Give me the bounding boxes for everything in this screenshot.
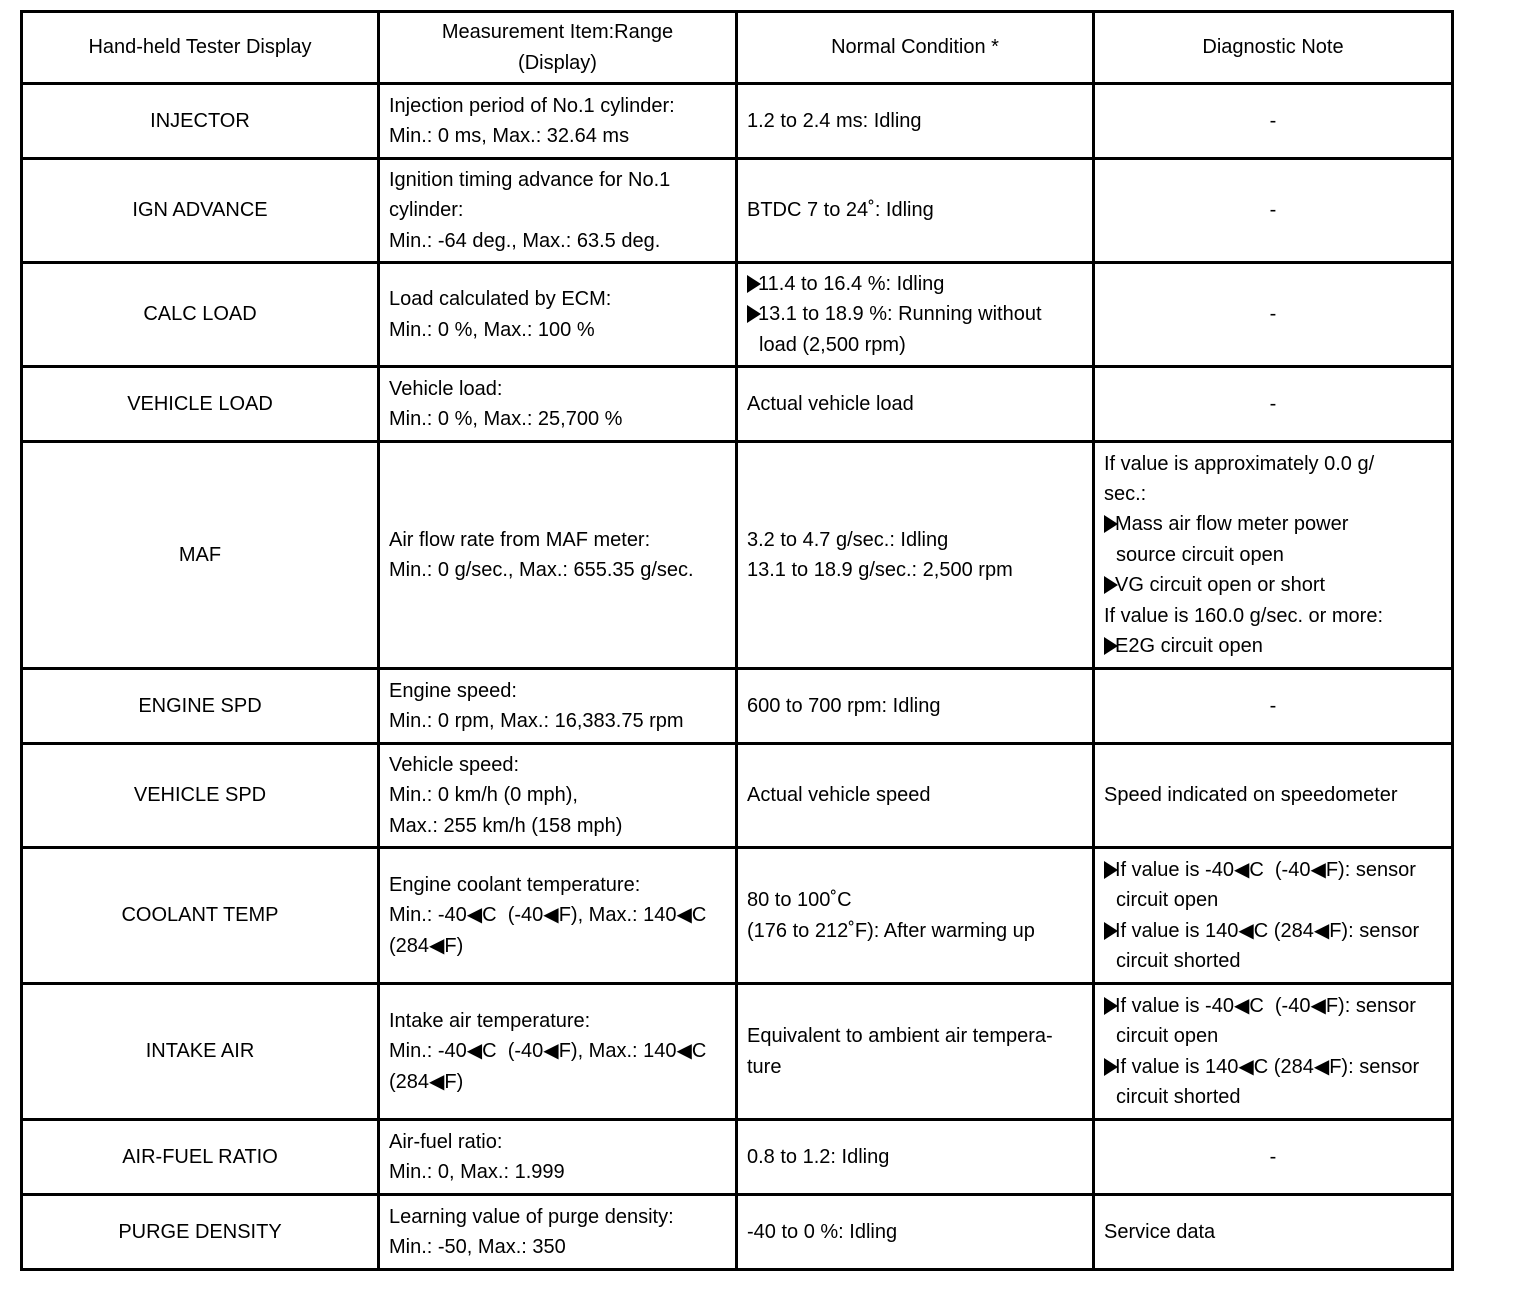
cell-range (379, 84, 737, 159)
cell-display: ENGINE SPD (22, 669, 379, 744)
normal-line: ture (747, 1055, 782, 1078)
normal-line: 600 to 700 rpm: Idling (747, 694, 941, 717)
normal-line: 80 to 100˚C (747, 889, 852, 912)
cell-note: - (1094, 84, 1453, 159)
table-row (22, 744, 1453, 848)
range-line: Min.: 0 %, Max.: 25,700 % (389, 408, 623, 430)
range-line: (284◀F) (389, 934, 464, 957)
header-measurement-line1: Measurement Item:Range (441, 21, 674, 44)
cell-range (379, 984, 737, 1120)
normal-line: 0.8 to 1.2: Idling (747, 1145, 890, 1168)
cell-normal (737, 84, 1094, 159)
cell-normal (737, 669, 1094, 744)
cell-normal (737, 1195, 1094, 1270)
cell-display: COOLANT TEMP (22, 848, 379, 984)
cell-range (379, 159, 737, 263)
header-measurement-item (379, 12, 737, 84)
note-bullet-line (1104, 1052, 1442, 1082)
cell-normal (737, 263, 1094, 367)
bullet-text: If value is -40◀C (-40◀F): sensor (1115, 994, 1416, 1017)
cell-normal (737, 442, 1094, 669)
normal-line: 13.1 to 18.9 g/sec.: 2,500 rpm (747, 559, 1013, 581)
cell-range (379, 367, 737, 442)
normal-line: 1.2 to 2.4 ms: Idling (747, 109, 922, 132)
bullet-text: 11.4 to 16.4 %: Idling (758, 272, 945, 295)
cell-display: CALC LOAD (22, 263, 379, 367)
normal-line: BTDC 7 to 24˚: Idling (747, 199, 934, 222)
normal-line: 3.2 to 4.7 g/sec.: Idling (747, 528, 949, 551)
range-line: Ignition timing advance for No.1 (389, 168, 671, 191)
cell-display: VEHICLE LOAD (22, 367, 379, 442)
range-line: Min.: 0 rpm, Max.: 16,383.75 rpm (389, 710, 684, 732)
range-line: Min.: 0 km/h (0 mph), (389, 784, 578, 807)
bullet-continuation: source circuit open (1116, 543, 1284, 566)
bullet-text: If value is -40◀C (-40◀F): sensor (1115, 858, 1416, 881)
normal-bullet-line (747, 269, 1083, 299)
note-line: If value is approximately 0.0 g/ (1104, 452, 1375, 475)
cell-display: VEHICLE SPD (22, 744, 379, 848)
table-row (22, 367, 1453, 442)
table-row (22, 84, 1453, 159)
bullet-continuation: circuit open (1116, 1025, 1219, 1048)
cell-normal (737, 848, 1094, 984)
cell-range (379, 263, 737, 367)
note-line: sec.: (1104, 482, 1147, 505)
note-bullet-line (1104, 570, 1442, 600)
bullet-continuation: circuit shorted (1116, 949, 1241, 972)
note-bullet-line (1104, 991, 1442, 1021)
cell-note: - (1094, 367, 1453, 442)
range-line: (284◀F) (389, 1070, 464, 1093)
cell-normal (737, 1120, 1094, 1195)
table-row (22, 669, 1453, 744)
cell-normal (737, 984, 1094, 1120)
bullet-continuation: circuit shorted (1116, 1085, 1241, 1108)
cell-note: - (1094, 1120, 1453, 1195)
normal-line: (176 to 212˚F): After warming up (747, 919, 1035, 942)
data-list-table (20, 10, 1454, 1271)
cell-display: IGN ADVANCE (22, 159, 379, 263)
range-line: Min.: -64 deg., Max.: 63.5 deg. (389, 229, 661, 252)
range-line: Min.: -40◀C (-40◀F), Max.: 140◀C (389, 1040, 707, 1063)
range-line: Min.: 0 g/sec., Max.: 655.35 g/sec. (389, 559, 694, 581)
cell-range (379, 442, 737, 669)
range-line: Max.: 255 km/h (158 mph) (389, 814, 623, 837)
cell-range (379, 669, 737, 744)
cell-normal (737, 159, 1094, 263)
cell-normal (737, 367, 1094, 442)
header-diagnostic-note: Diagnostic Note (1094, 12, 1453, 84)
table-row (22, 159, 1453, 263)
range-line: Intake air temperature: (389, 1009, 591, 1032)
range-line: Air-fuel ratio: (389, 1130, 503, 1153)
bullet-text: E2G circuit open (1115, 635, 1263, 658)
bullet-text: If value is 140◀C (284◀F): sensor (1115, 1055, 1420, 1078)
table-row (22, 1120, 1453, 1195)
cell-range (379, 1120, 737, 1195)
cell-note (1094, 848, 1453, 984)
cell-display: AIR-FUEL RATIO (22, 1120, 379, 1195)
cell-note: - (1094, 669, 1453, 744)
cell-note: - (1094, 263, 1453, 367)
table-row (22, 442, 1453, 669)
bullet-text: If value is 140◀C (284◀F): sensor (1115, 919, 1420, 942)
normal-line: Actual vehicle load (747, 392, 914, 415)
table-row (22, 984, 1453, 1120)
header-measurement-line2: (Display) (518, 51, 597, 74)
range-line: Air flow rate from MAF meter: (389, 528, 651, 551)
cell-display: PURGE DENSITY (22, 1195, 379, 1270)
cell-range (379, 744, 737, 848)
cell-range (379, 848, 737, 984)
range-line: Min.: -50, Max.: 350 (389, 1236, 566, 1258)
range-line: Min.: 0, Max.: 1.999 (389, 1161, 565, 1183)
range-line: Injection period of No.1 cylinder: (389, 94, 675, 117)
normal-line: Actual vehicle speed (747, 784, 931, 807)
normal-line: -40 to 0 %: Idling (747, 1220, 898, 1243)
note-bullet-line (1104, 631, 1442, 661)
bullet-continuation: circuit open (1116, 889, 1219, 912)
cell-display: MAF (22, 442, 379, 669)
range-line: Engine coolant temperature: (389, 873, 641, 896)
cell-note: - (1094, 159, 1453, 263)
header-normal-condition: Normal Condition * (737, 12, 1094, 84)
table-row (22, 848, 1453, 984)
range-line: Min.: -40◀C (-40◀F), Max.: 140◀C (389, 904, 707, 927)
range-line: Load calculated by ECM: (389, 288, 612, 311)
bullet-continuation: load (2,500 rpm) (759, 333, 906, 356)
cell-note: Service data (1094, 1195, 1453, 1270)
table-header-row (22, 12, 1453, 84)
cell-range (379, 1195, 737, 1270)
cell-normal (737, 744, 1094, 848)
cell-note (1094, 442, 1453, 669)
bullet-text: VG circuit open or short (1115, 574, 1326, 597)
cell-display: INTAKE AIR (22, 984, 379, 1120)
range-line: Learning value of purge density: (389, 1205, 674, 1228)
normal-bullet-line (747, 299, 1083, 329)
bullet-text: Mass air flow meter power (1115, 513, 1349, 536)
cell-note (1094, 984, 1453, 1120)
range-line: cylinder: (389, 199, 464, 222)
bullet-text: 13.1 to 18.9 %: Running without (758, 303, 1042, 326)
table-row (22, 263, 1453, 367)
cell-note: Speed indicated on speedometer (1094, 744, 1453, 848)
range-line: Min.: 0 %, Max.: 100 % (389, 318, 595, 341)
range-line: Min.: 0 ms, Max.: 32.64 ms (389, 125, 630, 147)
table-row (22, 1195, 1453, 1270)
cell-display: INJECTOR (22, 84, 379, 159)
range-line: Engine speed: (389, 679, 517, 702)
note-bullet-line (1104, 509, 1442, 539)
range-line: Vehicle load: (389, 377, 503, 400)
normal-line: Equivalent to ambient air tempera- (747, 1025, 1053, 1048)
note-bullet-line (1104, 855, 1442, 885)
header-tester-display: Hand-held Tester Display (22, 12, 379, 84)
range-line: Vehicle speed: (389, 753, 520, 776)
note-line: If value is 160.0 g/sec. or more: (1104, 604, 1384, 627)
note-bullet-line (1104, 916, 1442, 946)
